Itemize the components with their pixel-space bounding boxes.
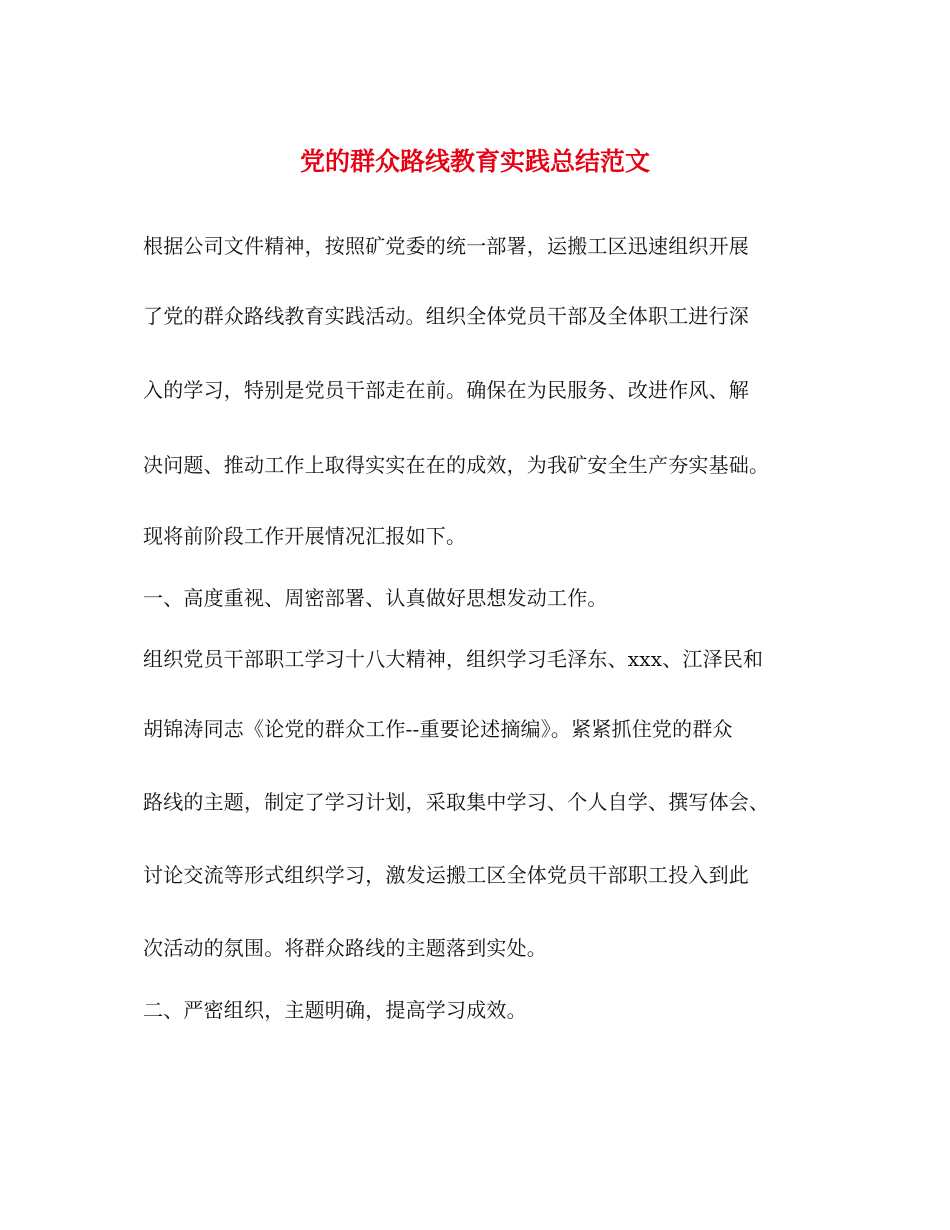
paragraph-line-11: 次活动的氛围。将群众路线的主题落到实处。 [143,936,547,960]
paragraph-line-2: 了党的群众路线教育实践活动。组织全体党员干部及全体职工进行深 [143,304,749,328]
paragraph-line-1: 根据公司文件精神，按照矿党委的统一部署，运搬工区迅速组织开展 [143,234,749,258]
paragraph-line-9: 路线的主题，制定了学习计划，采取集中学习、个人自学、撰写体会、 [143,790,770,814]
document-title: 党的群众路线教育实践总结范文 [299,147,650,176]
paragraph-line-4: 决问题、推动工作上取得实实在在的成效，为我矿安全生产夯实基础。 [143,453,770,477]
paragraph-line-10: 讨论交流等形式组织学习，激发运搬工区全体党员干部职工投入到此 [143,863,749,887]
paragraph-line-8: 胡锦涛同志《论党的群众工作--重要论述摘编》。紧紧抓住党的群众 [143,717,733,741]
paragraph-line-5: 现将前阶段工作开展情况汇报如下。 [143,524,467,548]
section-heading-1: 一、高度重视、周密部署、认真做好思想发动工作。 [143,586,608,610]
section-heading-2: 二、严密组织，主题明确，提高学习成效。 [143,998,527,1022]
paragraph-line-3: 入的学习，特别是党员干部走在前。确保在为民服务、改进作风、解 [143,378,749,402]
paragraph-line-7: 组织党员干部职工学习十八大精神，组织学习毛泽东、xxx、江泽民和 [143,647,764,671]
